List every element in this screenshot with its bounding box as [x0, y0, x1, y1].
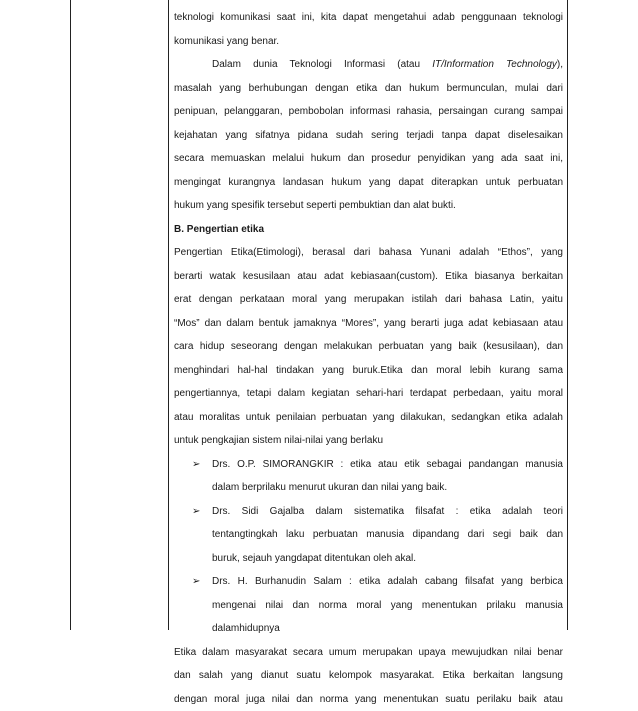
- text-line: tentangtingkah laku perbuatan manusia dipandang dari segi baik dan: [212, 523, 563, 547]
- text-line: dengan moral juga nilai dan norma yang menentukan suatu perilaku baik atau: [174, 688, 563, 711]
- text-line: kejahatan yang sifatnya pidana sudah sering terjadi tanpa dapat diselesaikan: [174, 124, 563, 148]
- text-line: mengenai nilai dan norma moral yang menentukan prilaku manusia: [212, 594, 563, 618]
- text-line: cara hidup seseorang dengan melakukan perbuatan yang baik (kesusilaan), dan: [174, 335, 563, 359]
- text-line: penipuan, pelanggaran, pembobolan informasi rahasia, persaingan curang sampai: [174, 100, 563, 124]
- text-line: untuk pengkajian sistem nilai-nilai yang berlaku: [174, 429, 563, 453]
- paragraph-ethics-society: [174, 641, 563, 711]
- table-border-right: [567, 0, 568, 630]
- text-line: erat dengan perkataan moral yang merupakan istilah dari bahasa Latin, yaitu: [174, 288, 563, 312]
- document-content: [174, 6, 563, 711]
- arrow-bullet-icon: ➢: [192, 453, 200, 477]
- text-line: dan salah yang dianut suatu kelompok masyarakat. Etika berkaitan langsung: [174, 664, 563, 688]
- text-line: komunikasi yang benar.: [174, 30, 563, 54]
- text-line: dalam berprilaku menurut ukuran dan nilai yang baik.: [212, 476, 563, 500]
- table-border-middle: [168, 0, 169, 630]
- arrow-bullet-icon: ➢: [192, 500, 200, 524]
- paragraph-it-ethics: [174, 53, 563, 218]
- text-span: Dalam dunia Teknologi Informasi (atau: [212, 59, 432, 70]
- text-line: atau moralitas untuk penilaian perbuatan yang dilakukan, sedangkan etika adalah: [174, 406, 563, 430]
- text-line: Drs. O.P. SIMORANGKIR : etika atau etik sebagai pandangan manusia: [212, 453, 563, 477]
- text-line: pengertiannya, tetapi dalam kegiatan sehari-hari terdapat perbedaan, yaitu moral: [174, 382, 563, 406]
- table-border-left: [70, 0, 71, 630]
- text-span: ),: [557, 59, 563, 70]
- text-line: Drs. H. Burhanudin Salam : etika adalah cabang filsafat yang berbica: [212, 570, 563, 594]
- text-line: secara memuaskan melalui hukum dan prosedur penyidikan yang ada saat ini,: [174, 147, 563, 171]
- list-item: [174, 500, 563, 571]
- text-line: Drs. Sidi Gajalba dalam sistematika filsafat : etika adalah teori: [212, 500, 563, 524]
- text-line: Etika dalam masyarakat secara umum merupakan upaya mewujudkan nilai benar: [174, 641, 563, 665]
- section-heading-b: B. Pengertian etika: [174, 218, 563, 242]
- text-line: [174, 53, 563, 77]
- text-line: Pengertian Etika(Etimologi), berasal dari bahasa Yunani adalah “Ethos”, yang: [174, 241, 563, 265]
- list-item: [174, 453, 563, 500]
- text-line: buruk, sejauh yangdapat ditentukan oleh akal.: [212, 547, 563, 571]
- text-line: berarti watak kesusilaan atau adat kebiasaan(custom). Etika biasanya berkaitan: [174, 265, 563, 289]
- text-line: “Mos” dan dalam bentuk jamaknya “Mores”, yang berarti juga adat kebiasaan atau: [174, 312, 563, 336]
- italic-term: IT/Information Technology: [432, 59, 557, 70]
- text-line: menghindari hal-hal tindakan yang buruk.Etika dan moral lebih kurang sama: [174, 359, 563, 383]
- text-line: masalah yang berhubungan dengan etika dan hukum bermunculan, mulai dari: [174, 77, 563, 101]
- paragraph-ethics-definition: [174, 241, 563, 453]
- text-line: mengingat kurangnya landasan hukum yang dapat diterapkan untuk perbuatan: [174, 171, 563, 195]
- text-line: hukum yang spesifik tersebut seperti pembuktian dan alat bukti.: [174, 194, 563, 218]
- text-line: teknologi komunikasi saat ini, kita dapat mengetahui adab penggunaan teknologi: [174, 6, 563, 30]
- paragraph-intro-tail: [174, 6, 563, 53]
- text-line: dalamhidupnya: [212, 617, 563, 641]
- arrow-bullet-icon: ➢: [192, 570, 200, 594]
